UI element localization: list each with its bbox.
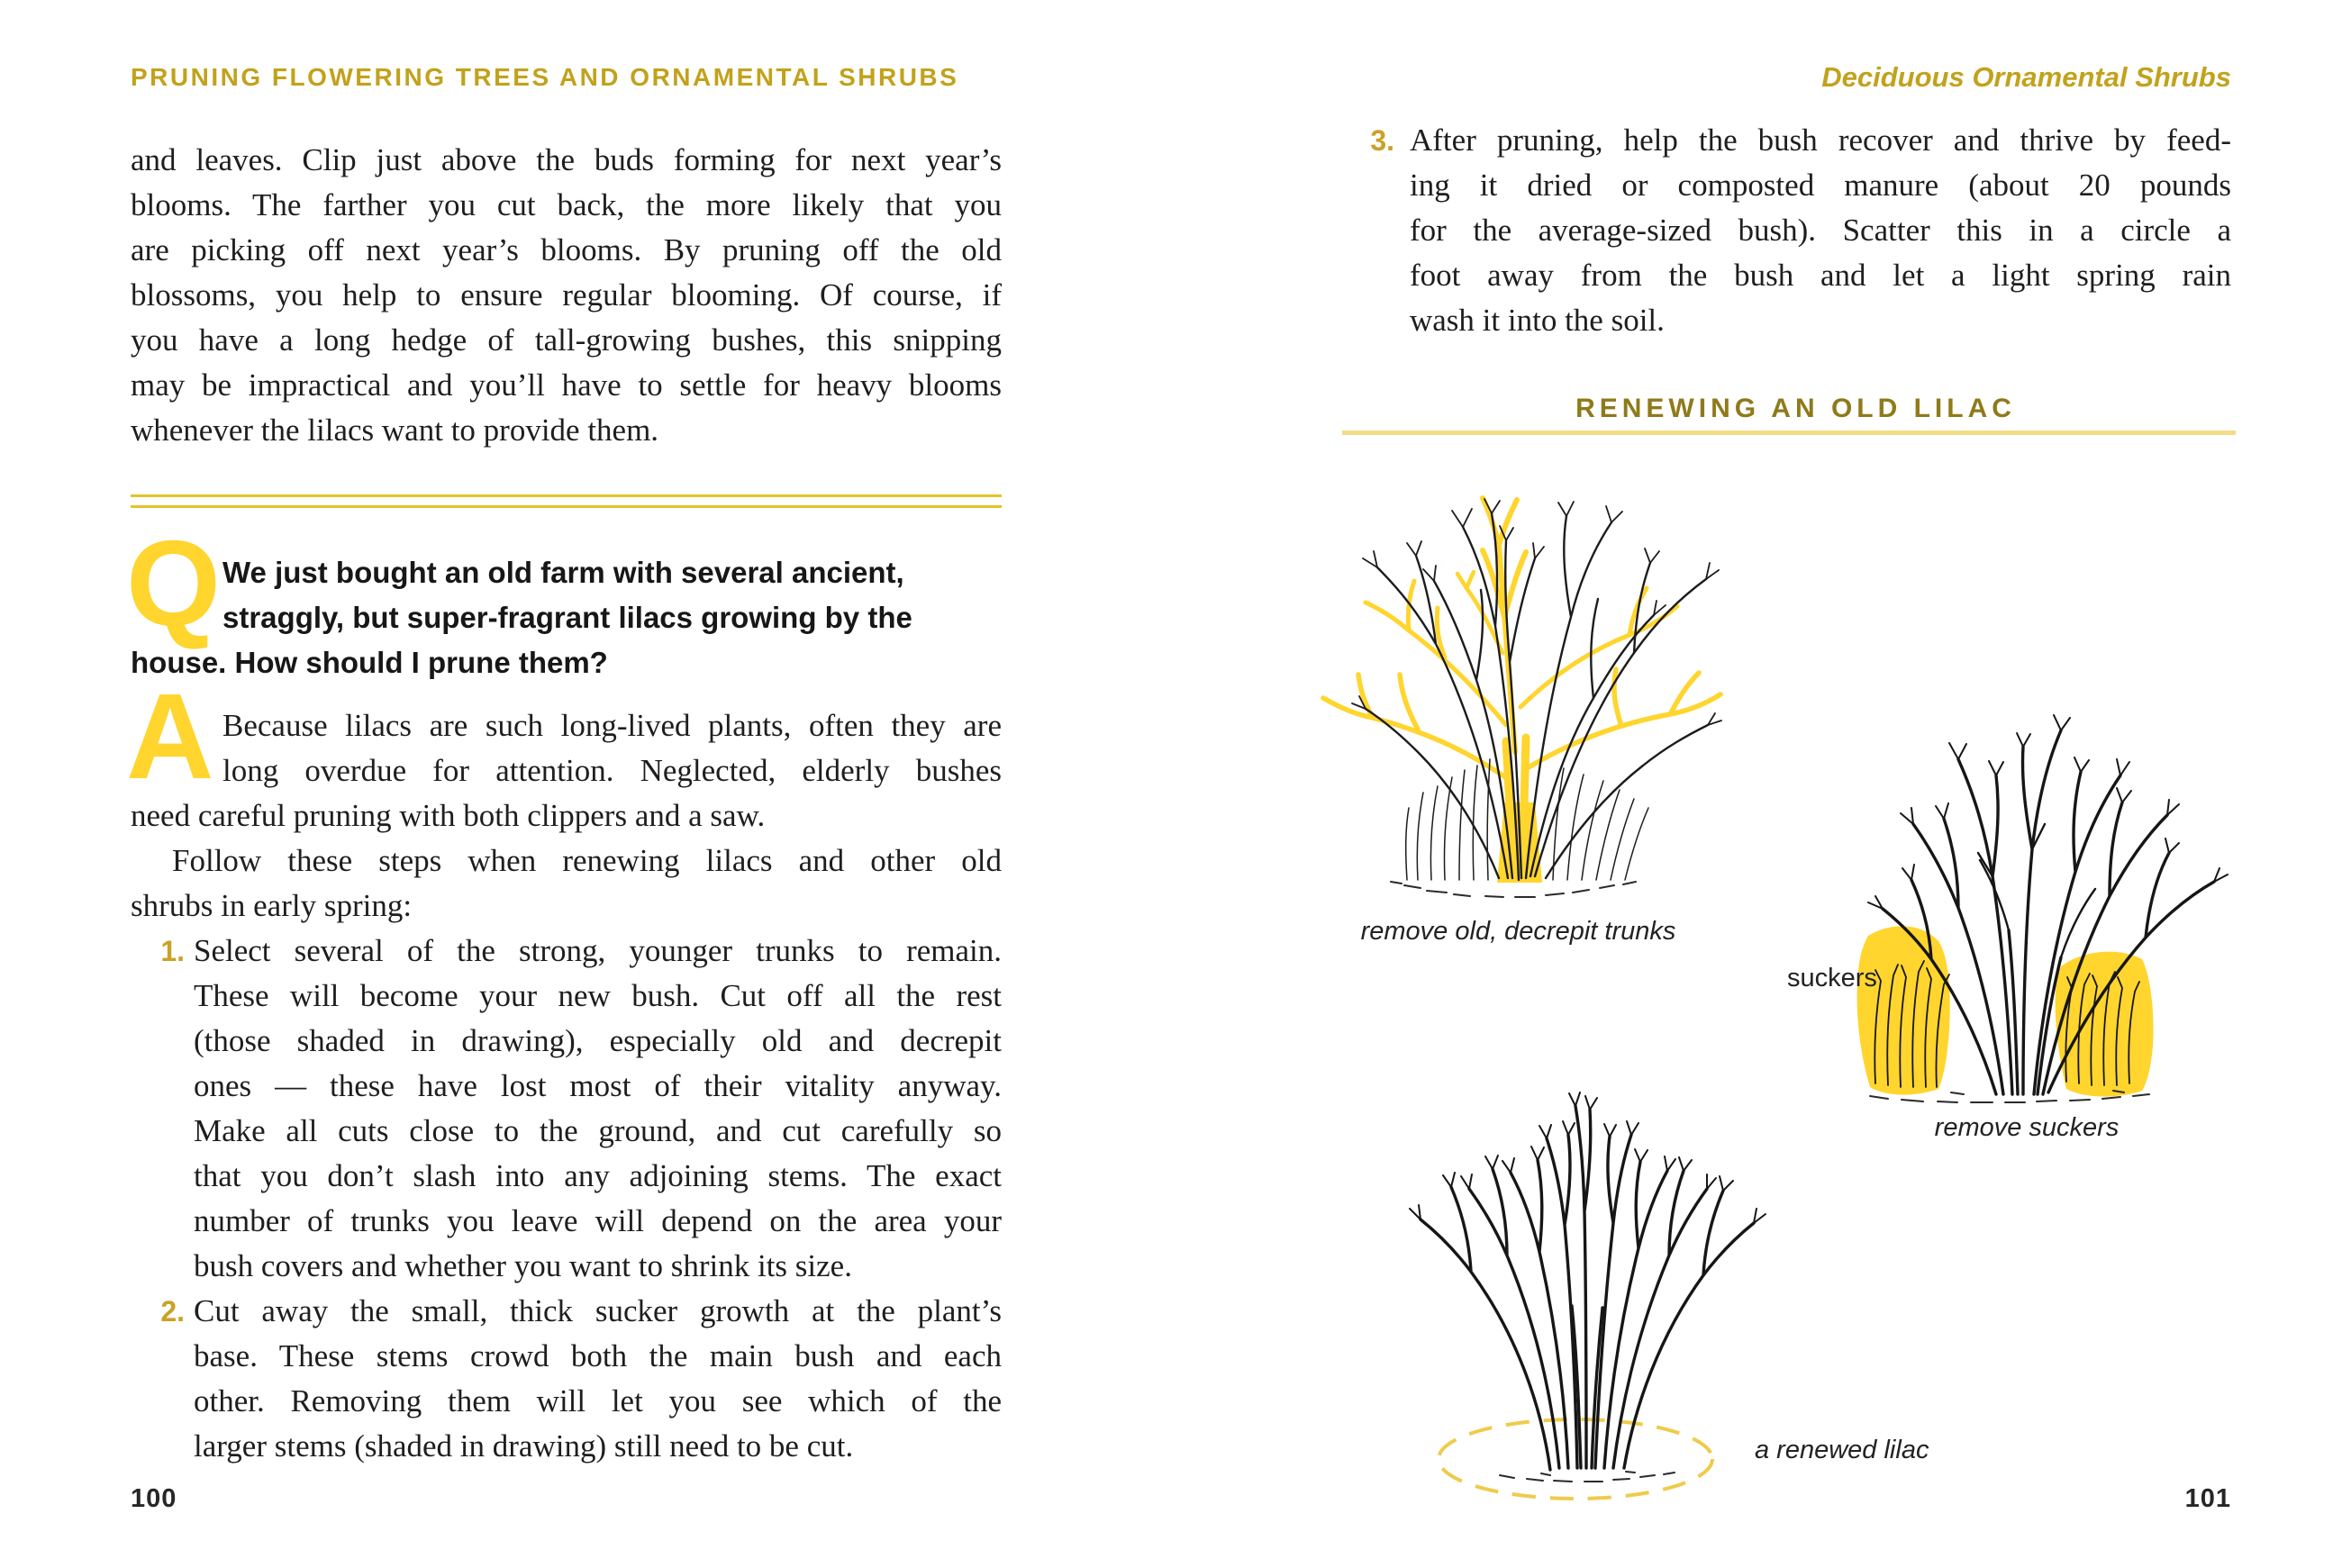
section-rule bbox=[1342, 431, 2236, 435]
paragraph-line: blooms. The farther you cut back, the more likely that you bbox=[131, 187, 1002, 222]
section-heading: RENEWING AN OLD LILAC bbox=[1575, 394, 2016, 423]
divider-line bbox=[131, 505, 1002, 508]
page-number-right: 101 bbox=[2184, 1484, 2231, 1513]
step-line: for the average-sized bush). Scatter this in a circle a bbox=[1410, 213, 2231, 248]
step-item bbox=[1410, 118, 2231, 343]
answer-block bbox=[131, 703, 1002, 838]
old-trunks-caption: remove old, decrepit trunks bbox=[1360, 917, 1676, 946]
step-line: ing it dried or composted manure (about 20 pounds bbox=[1410, 168, 2231, 203]
remove-suckers-caption: remove suckers bbox=[1934, 1113, 2120, 1142]
renewed-lilac-caption: a renewed lilac bbox=[1755, 1436, 1929, 1464]
step-line: larger stems (shaded in drawing) still need to be cut. bbox=[194, 1428, 854, 1464]
step-line: Make all cuts close to the ground, and cut carefully so bbox=[194, 1113, 1002, 1148]
question-block bbox=[131, 550, 1002, 685]
step-number: 2. bbox=[160, 1295, 185, 1328]
question-line: straggly, but super-fragrant lilacs growing by the bbox=[222, 601, 912, 634]
left-running-head: PRUNING FLOWERING TREES AND ORNAMENTAL SHRUBS bbox=[131, 63, 959, 91]
body-paragraph bbox=[131, 138, 1002, 453]
bush-branches bbox=[1410, 1092, 1766, 1482]
step-line: bush covers and whether you want to shrink its size. bbox=[194, 1248, 852, 1283]
right-running-head: Deciduous Ornamental Shrubs bbox=[1821, 61, 2231, 93]
step-line: Cut away the small, thick sucker growth at the plant’s bbox=[194, 1293, 1002, 1328]
step-line: number of trunks you leave will depend on the area your bbox=[194, 1203, 1002, 1238]
suckers-illustration bbox=[1816, 660, 2248, 1106]
page-number-left: 100 bbox=[131, 1484, 177, 1513]
question-line: house. How should I prune them? bbox=[131, 646, 608, 679]
answer-drop-cap: A bbox=[126, 668, 214, 804]
answer-line: shrubs in early spring: bbox=[131, 888, 413, 923]
renewed-lilac-illustration bbox=[1365, 1027, 1811, 1504]
qa-divider bbox=[131, 494, 1002, 508]
answer-line: long overdue for attention. Neglected, elderly bushes bbox=[222, 753, 1002, 788]
paragraph-line: are picking off next year’s blooms. By pruning off the old bbox=[131, 232, 1002, 267]
paragraph-line: whenever the lilacs want to provide them. bbox=[131, 412, 659, 448]
step-line: wash it into the soil. bbox=[1410, 303, 1665, 338]
question-line: We just bought an old farm with several ancient, bbox=[222, 556, 904, 589]
step-line: base. These stems crowd both the main bush and each bbox=[194, 1338, 1002, 1373]
paragraph-line: may be impractical and you’ll have to settle for heavy blooms bbox=[131, 367, 1002, 403]
question-drop-cap: Q bbox=[126, 515, 222, 651]
paragraph-line: and leaves. Clip just above the buds forming for next year’s bbox=[131, 142, 1002, 177]
step-line: foot away from the bush and let a light spring rain bbox=[1410, 258, 2231, 293]
step-line: (those shaded in drawing), especially old and decrepit bbox=[194, 1023, 1002, 1058]
answer-line: Because lilacs are such long-lived plants, often they are bbox=[222, 708, 1002, 743]
step-line: ones — these have lost most of their vitality anyway. bbox=[194, 1068, 1002, 1103]
step-line: After pruning, help the bush recover and thrive by feed- bbox=[1410, 122, 2231, 158]
step-line: other. Removing them will let you see which of the bbox=[194, 1383, 1002, 1418]
step-item bbox=[194, 1289, 1002, 1469]
suckers-label: suckers bbox=[1787, 964, 1877, 992]
answer-follow-paragraph bbox=[131, 838, 1002, 929]
old-lilac-illustration bbox=[1283, 473, 1754, 910]
step-line: These will become your new bush. Cut off all the rest bbox=[194, 978, 1002, 1013]
answer-line: need careful pruning with both clippers and a saw. bbox=[131, 798, 766, 833]
answer-line: Follow these steps when renewing lilacs and other old bbox=[172, 843, 1002, 878]
step-item bbox=[194, 929, 1002, 1289]
step-line: that you don’t slash into any adjoining stems. The exact bbox=[194, 1158, 1002, 1193]
step-number: 3. bbox=[1370, 124, 1394, 157]
step-line: Select several of the strong, younger trunks to remain. bbox=[194, 933, 1002, 968]
paragraph-line: you have a long hedge of tall-growing bushes, this snipping bbox=[131, 322, 1002, 358]
highlighted-old-trunks bbox=[1323, 498, 1720, 883]
paragraph-line: blossoms, you help to ensure regular blooming. Of course, if bbox=[131, 277, 1002, 313]
step-number: 1. bbox=[160, 935, 185, 967]
